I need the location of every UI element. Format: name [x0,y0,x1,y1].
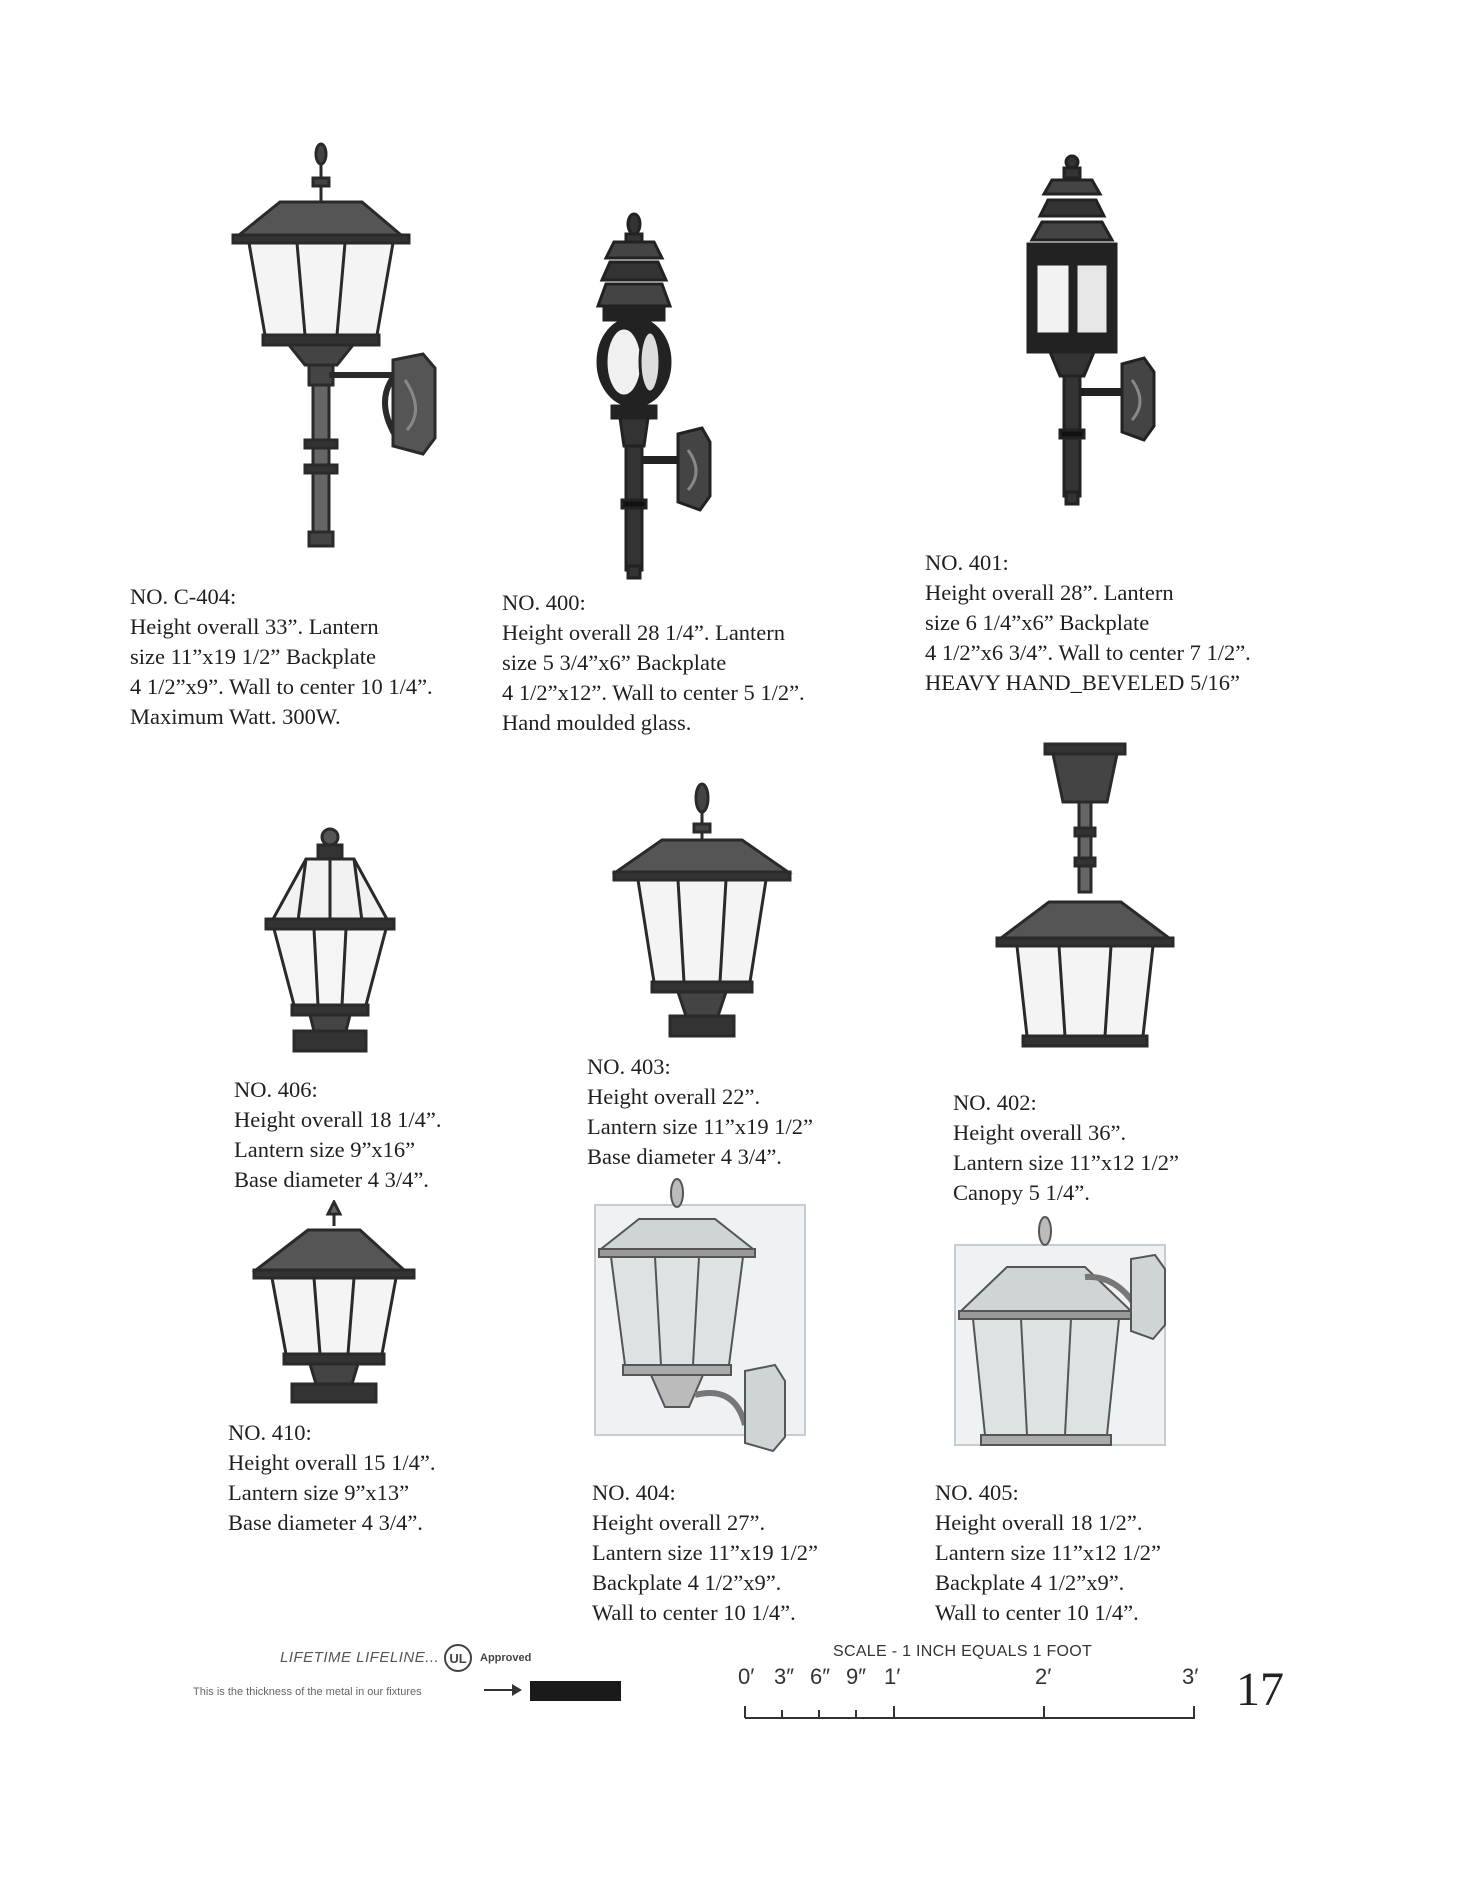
caption-410 [228,1418,435,1538]
caption-line: size 6 1/4”x6” Backplate [925,610,1150,635]
caption-line: Height overall 18 1/4”. [234,1107,442,1132]
caption-line: NO. 406: [234,1077,318,1102]
caption-line: 4 1/2”x9”. Wall to center 10 1/4”. [130,674,433,699]
scale-ruler [744,1700,1196,1720]
caption-line: size 5 3/4”x6” Backplate [502,650,727,675]
caption-line: Maximum Watt. 300W. [130,704,341,729]
caption-line: size 11”x19 1/2” Backplate [130,644,376,669]
page-number: 17 [1236,1663,1284,1716]
caption-line: Base diameter 4 3/4”. [228,1510,423,1535]
caption-line: NO. C-404: [130,584,237,609]
lantern-406-image [258,825,408,1055]
lantern-400-image [590,210,715,580]
lantern-402-image [995,742,1175,1050]
lantern-403-image [612,782,797,1040]
caption-line: Height overall 36”. [953,1120,1127,1145]
caption-line: NO. 403: [587,1054,671,1079]
caption-line: 4 1/2”x12”. Wall to center 5 1/2”. [502,680,805,705]
caption-line: NO. 401: [925,550,1009,575]
caption-402 [953,1088,1179,1208]
caption-line: Backplate 4 1/2”x9”. [592,1570,782,1595]
caption-line: Height overall 22”. [587,1084,761,1109]
caption-line: Canopy 5 1/4”. [953,1180,1090,1205]
caption-line: Lantern size 11”x19 1/2” [592,1540,818,1565]
caption-405 [935,1478,1161,1628]
lifetime-lifeline-label: LIFETIME LIFELINE... [280,1649,440,1666]
scale-title: SCALE - 1 INCH EQUALS 1 FOOT [833,1643,1093,1660]
caption-line: Lantern size 11”x12 1/2” [953,1150,1179,1175]
caption-line: NO. 410: [228,1420,312,1445]
caption-line: NO. 404: [592,1480,676,1505]
caption-line: Height overall 15 1/4”. [228,1450,436,1475]
caption-401 [925,548,1251,698]
caption-line: Hand moulded glass. [502,710,692,735]
caption-line: Wall to center 10 1/4”. [935,1600,1139,1625]
arrow-right-icon [484,1682,524,1698]
scale-label-2ft: 2′ [1035,1664,1052,1689]
scale-label-3in: 3″ [774,1664,795,1689]
ul-listed-icon [443,1643,473,1673]
caption-line: Height overall 27”. [592,1510,766,1535]
caption-line: Base diameter 4 3/4”. [234,1167,429,1192]
caption-line: Lantern size 11”x12 1/2” [935,1540,1161,1565]
caption-line: NO. 400: [502,590,586,615]
caption-404 [592,1478,818,1628]
caption-c404 [130,582,433,732]
caption-line: Lantern size 11”x19 1/2” [587,1114,813,1139]
scale-label-1ft: 1′ [884,1664,901,1689]
caption-line: Base diameter 4 3/4”. [587,1144,782,1169]
lantern-410-image [252,1200,417,1410]
caption-406 [234,1075,441,1195]
scale-label-6in: 6″ [810,1664,831,1689]
metal-thickness-sample [530,1681,621,1701]
caption-line: Lantern size 9”x13” [228,1480,410,1505]
lantern-c404-image [225,140,440,550]
lantern-404-image [585,1175,815,1465]
scale-label-0ft: 0′ [738,1664,755,1689]
lantern-405-image [945,1215,1175,1465]
scale-label-3ft: 3′ [1182,1664,1199,1689]
approved-label: Approved [480,1652,532,1664]
caption-line: Height overall 28 1/4”. Lantern [502,620,786,645]
caption-line: Lantern size 9”x16” [234,1137,416,1162]
caption-line: 4 1/2”x6 3/4”. Wall to center 7 1/2”. [925,640,1251,665]
caption-line: NO. 405: [935,1480,1019,1505]
caption-400 [502,588,805,738]
scale-label-9in: 9″ [846,1664,867,1689]
caption-line: Backplate 4 1/2”x9”. [935,1570,1125,1595]
caption-line: Height overall 33”. Lantern [130,614,379,639]
caption-line: HEAVY HAND_BEVELED 5/16” [925,670,1240,695]
caption-line: NO. 402: [953,1090,1037,1115]
caption-line: Wall to center 10 1/4”. [592,1600,796,1625]
caption-403 [587,1052,813,1172]
ul-mark-text: UL [449,1651,467,1666]
lantern-401-image [1010,150,1160,510]
caption-line: Height overall 18 1/2”. [935,1510,1143,1535]
caption-line: Height overall 28”. Lantern [925,580,1174,605]
metal-thickness-note: This is the thickness of the metal in our fixtures [193,1686,422,1698]
